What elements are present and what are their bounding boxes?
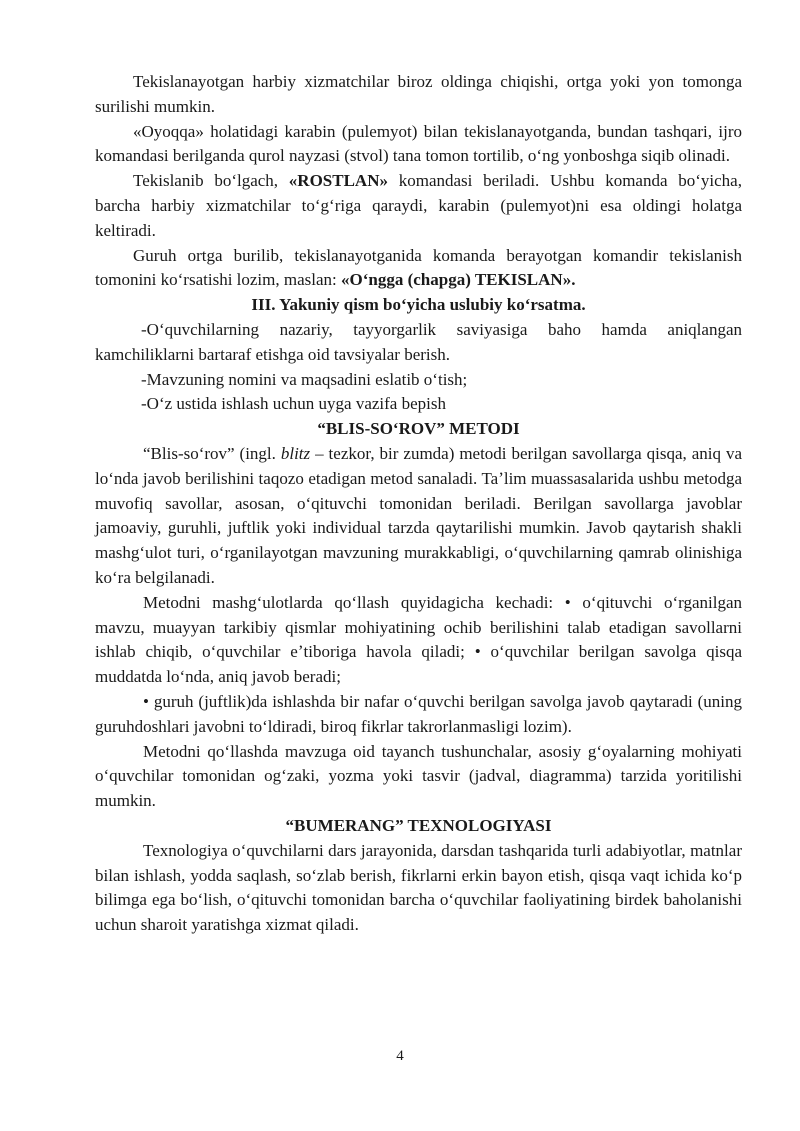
paragraph-10: • guruh (juftlik)da ishlashda bir nafar oʻquvchi berilgan savolga javob qaytaradi (uning guruhdoshlari javobni toʻldiradi, biroq fikrlar takrorlanmasligi lozim). xyxy=(95,691,742,736)
paragraph-2: «Oyoqqa» holatidagi karabin (pulemyot) bilan tekislanayotganda, bundan tashqari, ijro komandasi berilganda qurol nayzasi (stvol) tana tomon tortilib, oʻng yonboshga siqib olinadi. xyxy=(95,121,742,166)
paragraph-4 xyxy=(95,244,742,294)
section-heading-bumerang: “BUMERANG” TEXNOLOGIYASI xyxy=(285,815,552,835)
paragraph-8-text-a: “Blis-soʻrov” (ingl. xyxy=(143,443,281,463)
page-number: 4 xyxy=(396,1048,404,1064)
paragraph-6: -Mavzuning nomini va maqsadini eslatib oʻtish; xyxy=(141,369,468,389)
paragraph-12: Texnologiya oʻquvchilarni dars jarayonida, darsdan tashqarida turli adabiyotlar, matnlar bilan ishlash, yodda saqlash, soʻzlab berish, fikrlarni erkin bayon etish, qisqa vaqt ichida koʻp bilimga ega boʻlish, oʻqituvchi tomonidan barcha oʻquvchilar faoliyatining birdek baholanishi uchun sharoit yaratishga xizmat qiladi. xyxy=(95,840,742,935)
paragraph-8 xyxy=(95,442,742,591)
paragraph-3-text-a: Tekislanib boʻlgach, xyxy=(133,171,289,191)
section-heading-blis-sorov: “BLIS-SOʻROV” METODI xyxy=(317,419,520,439)
tekislan-command: «Oʻngga (chapga) TEKISLAN». xyxy=(341,270,576,290)
paragraph-4-text-a: Guruh ortga burilib, tekislanayotganida komanda berayotgan komandir tekislanish tomonini koʻrsatishi lozim, maslan: xyxy=(95,245,742,290)
paragraph-5: -Oʻquvchilarning nazariy, tayyorgarlik saviyasiga baho hamda aniqlangan kamchiliklarni bartaraf etishga oid tavsiyalar berish. xyxy=(95,319,742,364)
section-heading-final-part: III. Yakuniy qism boʻyicha uslubiy koʻrsatma. xyxy=(251,295,586,315)
paragraph-9: Metodni mashgʻulotlarda qoʻllash quyidagicha kechadi: • oʻqituvchi oʻrganilgan mavzu, muayyan tarkibiy qismlar mohiyatining ochib berilishini talab etadigan savollarni ishlab chiqib, oʻquvchilar eʼtiboriga havola qiladi; • oʻquvchilar berilgan savolga qisqa muddatda loʻnda, aniq javob beradi; xyxy=(95,592,742,687)
paragraph-11: Metodni qoʻllashda mavzuga oid tayanch tushunchalar, asosiy gʻoyalarning mohiyati oʻquvchilar tomonidan ogʻzaki, yozma yoki tasvir (jadval, diagramma) tarzida yoritilishi mumkin. xyxy=(95,741,742,811)
paragraph-8-text-c: – tezkor, bir zumda) metodi berilgan savollarga qisqa, aniq va loʻnda javob berilishini taqozo etadigan metod sanaladi. Taʼlim muassasalarida ushbu metodga muvofiq savollar, asosan, oʻqituvchi tomonidan beriladi. Berilgan savollarga javoblar jamoaviy, guruhli, juftlik yoki individual tarzda qaytarilishi mumkin. Javob qaytarish shakli mashgʻulot turi, oʻrganilayotgan mavzuning murakkabligi, oʻquvchilarning qamrab olinishiga koʻra belgilanadi. xyxy=(95,443,742,587)
paragraph-7: -Oʻz ustida ishlash uchun uyga vazifa bepish xyxy=(141,394,446,414)
paragraph-1: Tekislanayotgan harbiy xizmatchilar biroz oldinga chiqishi, ortga yoki yon tomonga surilishi mumkin. xyxy=(95,72,742,116)
blitz-term: blitz xyxy=(280,443,311,463)
paragraph-3-text-c: komandasi beriladi. Ushbu komanda boʻyicha, barcha harbiy xizmatchilar toʻgʻriga qaraydi, karabin (pulemyot)ni esa oldingi holatga keltiradi. xyxy=(95,171,742,240)
rostlan-command: «ROSTLAN» xyxy=(288,171,388,191)
paragraph-3 xyxy=(95,169,742,243)
page-body xyxy=(95,70,742,938)
